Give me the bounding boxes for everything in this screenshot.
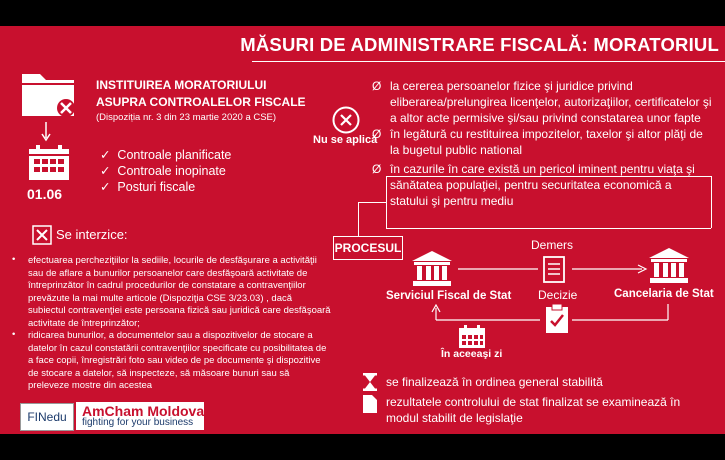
- not-applied-label: Nu se aplică: [313, 134, 378, 146]
- not-applied-x-icon: [331, 105, 361, 135]
- moratorium-heading-line1: INSTITUIREA MORATORIULUI: [96, 78, 267, 92]
- forbidden-x-icon: [32, 225, 52, 245]
- calendar-icon: [458, 325, 486, 349]
- list-item: Ø la cererea persoanelor fizice şi juridice privind eliberarea/prelungirea licenţelor, autorizaţiilor, certificatelor şi a altor acte permisive şi/sau privind constatarea unor fapte: [372, 79, 712, 125]
- list-item: Ø în legătură cu restituirea impozitelor, taxelor şi altor plăţi de la bugetul public national: [372, 127, 703, 157]
- list-item: • ridicarea bunurilor, a documentelor sau a dispozitivelor de stocare a datelor în cazul constatării contravenţiilor specificate cu posibilitatea de a face copii, înregistrări foto sau video de pe documente şi dispozitive de stocare a datelor, să inspecteze, să măsoare bunuri sau să preleveze mostre din acestea: [12, 329, 327, 391]
- connector-v: [358, 202, 359, 236]
- folder-x-icon: [20, 70, 78, 120]
- page-title: MĂSURI DE ADMINISTRARE FISCALĂ: MORATORIUL: [240, 34, 719, 55]
- finedu-logo: FINedu: [20, 403, 74, 431]
- exception-box-left: [386, 176, 387, 228]
- amcham-logo: AmCham Moldova fighting for your business: [76, 402, 204, 430]
- down-arrow-icon: [40, 122, 52, 142]
- arrow-left-icon: [430, 304, 676, 326]
- moratorium-subheading: (Dispoziția nr. 3 din 23 martie 2020 a CSE): [96, 112, 277, 123]
- exception-box-bottom: [386, 228, 711, 229]
- document-icon: [363, 395, 377, 413]
- calendar-icon: [27, 144, 71, 182]
- forbidden-list: [12, 255, 332, 393]
- list-item: ✓ Controale inopinate: [100, 164, 226, 178]
- process-label: PROCESUL: [333, 236, 403, 260]
- serviciul-fiscal-label: Serviciul Fiscal de Stat: [386, 290, 512, 302]
- forbidden-title: Se interzice:: [56, 227, 128, 242]
- controls-list: [100, 147, 231, 195]
- connector-h: [358, 202, 386, 203]
- exception-box-top: [386, 176, 711, 177]
- list-item: ✓ Posturi fiscale: [100, 180, 196, 194]
- moratorium-heading-line2: ASUPRA CONTROALELOR FISCALE: [96, 95, 306, 109]
- demers-label: Demers: [531, 238, 574, 252]
- title-underline: [252, 61, 725, 62]
- moratorium-end-date: 01.06: [27, 186, 63, 202]
- building-icon: [411, 250, 453, 288]
- list-item: ✓ Controale planificate: [100, 148, 232, 162]
- list-item: • efectuarea percheziţiilor la sediile, locurile de desfăşurare a activităţii sau de aflare a bunurilor persoanelor care desfăşoară activitate de întreprinzător în cadrul procedurilor de constatare a contravenţiilor prevăzute la mai multe articole (Dispoziţia CSE 3/23.03) , dacă subiectul contravenţiei este persoana fizică sau juridică care desfăşoară activitate de întreprinzător;: [12, 254, 331, 329]
- building-icon: [648, 247, 690, 285]
- slide: [0, 26, 725, 434]
- decizie-label: Decizie: [538, 288, 578, 302]
- note-results: rezultatele controlului de stat finalizat se examinează în modul stabilit de legislaţie: [386, 395, 681, 425]
- exception-box-right: [711, 176, 712, 228]
- arrow-right-icon: [458, 263, 648, 275]
- hourglass-icon: [363, 373, 377, 391]
- cancelaria-label: Cancelaria de Stat: [614, 288, 714, 300]
- same-day-label: În aceeaşi zi: [441, 348, 503, 360]
- list-item: Ø în cazurile în care există un pericol iminent pentru viaţa şi sănătatea populaţiei, pentru securitatea economică a statului şi pentru mediu: [372, 162, 695, 208]
- note-finalize: se finalizează în ordinea general stabilită: [386, 375, 603, 389]
- exceptions-list: [372, 78, 712, 209]
